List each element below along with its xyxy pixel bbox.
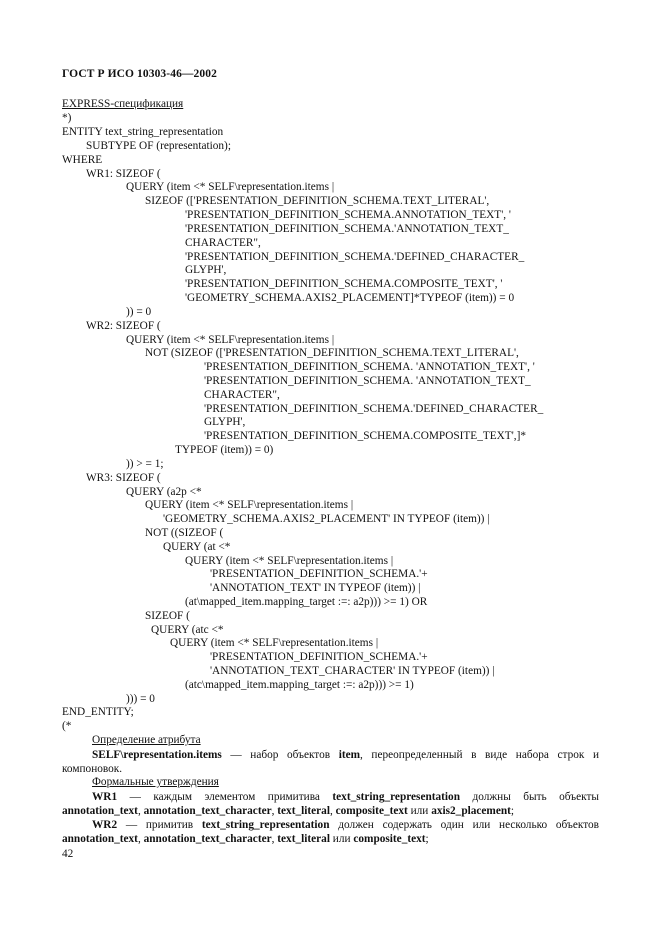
wr1-text: должны быть объекты	[459, 791, 599, 803]
attribute-definition-paragraph	[62, 748, 599, 776]
wr1-term: annotation_text	[62, 805, 138, 817]
code-line: ENTITY text_string_representation	[62, 126, 224, 138]
document-header: ГОСТ Р ИСО 10303-46—2002	[62, 68, 217, 80]
code-line: (at\mapped_item.mapping_target :=: a2p))) >= 1) OR	[185, 596, 428, 608]
code-line: NOT ((SIZEOF (	[145, 527, 224, 539]
wr1-term: text_string_representation	[332, 791, 460, 803]
code-line: QUERY (item <* SELF\representation.items |	[126, 181, 335, 193]
code-line: 'PRESENTATION_DEFINITION_SCHEMA. 'ANNOTATION_TEXT', '	[204, 361, 535, 373]
code-line: (*	[62, 720, 72, 732]
code-line: GLYPH',	[204, 416, 246, 428]
code-line: 'ANNOTATION_TEXT_CHARACTER' IN TYPEOF (item)) |	[210, 665, 495, 677]
wr2-text: или	[329, 833, 354, 845]
wr2-term: composite_text	[353, 833, 426, 845]
wr1-text: ,	[271, 805, 278, 817]
formal-rules-heading: Формальные утверждения	[92, 776, 219, 788]
attribute-text-rest: , переопределенный в виде набора строк и компоновок.	[62, 749, 600, 775]
wr1-term: text_literal	[277, 805, 330, 817]
code-line: SUBTYPE OF (representation);	[86, 140, 231, 152]
code-line: TYPEOF (item)) = 0)	[175, 444, 274, 456]
attribute-definition-heading: Определение атрибута	[92, 734, 201, 746]
code-line: 'PRESENTATION_DEFINITION_SCHEMA.'DEFINED_CHARACTER_	[185, 251, 525, 263]
wr2-term: text_literal	[277, 833, 330, 845]
code-line: GLYPH',	[185, 264, 227, 276]
code-line: END_ENTITY;	[62, 706, 134, 718]
code-line: QUERY (atc <*	[151, 624, 224, 636]
code-line: 'PRESENTATION_DEFINITION_SCHEMA.'+	[210, 651, 428, 663]
wr1-text: или	[407, 805, 432, 817]
code-line: QUERY (item <* SELF\representation.items |	[170, 637, 379, 649]
code-line: SIZEOF (	[145, 610, 190, 622]
wr1-term: composite_text	[335, 805, 408, 817]
code-line: )) = 0	[126, 306, 152, 318]
wr2-text: ,	[271, 833, 278, 845]
wr1-term: annotation_text_character	[143, 805, 272, 817]
code-line: 'ANNOTATION_TEXT' IN TYPEOF (item)) |	[210, 582, 421, 594]
wr2-term: annotation_text	[62, 833, 138, 845]
code-line: 'PRESENTATION_DEFINITION_SCHEMA.'ANNOTATION_TEXT_	[185, 223, 509, 235]
wr2-text: ;	[425, 833, 429, 845]
code-line: QUERY (item <* SELF\representation.items |	[145, 499, 354, 511]
code-line: WR2: SIZEOF (	[86, 320, 161, 332]
attribute-term: SELF\representation.items	[92, 749, 222, 761]
page-number: 42	[62, 848, 74, 860]
wr2-text: ,	[137, 833, 144, 845]
wr2-term: annotation_text_character	[143, 833, 272, 845]
code-line: 'GEOMETRY_SCHEMA.AXIS2_PLACEMENT]*TYPEOF (item)) = 0	[185, 292, 515, 304]
code-line: 'PRESENTATION_DEFINITION_SCHEMA. 'ANNOTATION_TEXT_	[204, 375, 531, 387]
code-line: )) > = 1;	[126, 458, 164, 470]
wr1-term: axis2_placement	[431, 805, 511, 817]
wr2-text: должен содержать один или несколько объектов	[329, 819, 599, 831]
code-line: WR3: SIZEOF (	[86, 472, 161, 484]
code-line: NOT (SIZEOF (['PRESENTATION_DEFINITION_SCHEMA.TEXT_LITERAL',	[145, 347, 519, 359]
code-line: ))) = 0	[126, 693, 155, 705]
code-line: SIZEOF (['PRESENTATION_DEFINITION_SCHEMA.TEXT_LITERAL',	[145, 195, 490, 207]
wr2-label: WR2	[92, 819, 118, 831]
code-line: 'PRESENTATION_DEFINITION_SCHEMA.COMPOSITE_TEXT', '	[185, 278, 503, 290]
code-line: 'PRESENTATION_DEFINITION_SCHEMA.ANNOTATION_TEXT', '	[185, 209, 511, 221]
attribute-item: item	[338, 749, 361, 761]
code-line: 'GEOMETRY_SCHEMA.AXIS2_PLACEMENT' IN TYPEOF (item)) |	[163, 513, 490, 525]
code-line: *)	[62, 112, 72, 124]
code-line: CHARACTER",	[204, 389, 280, 401]
wr2-term: text_string_representation	[201, 819, 330, 831]
attribute-text: — набор объектов	[221, 749, 339, 761]
code-line: 'PRESENTATION_DEFINITION_SCHEMA.COMPOSITE_TEXT',]*	[204, 430, 526, 442]
wr1-text: ,	[137, 805, 144, 817]
wr1-paragraph	[62, 790, 599, 818]
wr1-text: ,	[329, 805, 336, 817]
wr1-text: — каждым элементом примитива	[117, 791, 333, 803]
code-line: QUERY (at <*	[163, 541, 231, 553]
wr2-paragraph	[62, 818, 599, 846]
code-line: 'PRESENTATION_DEFINITION_SCHEMA.'+	[210, 568, 428, 580]
wr1-label: WR1	[92, 791, 118, 803]
wr2-text: — примитив	[117, 819, 202, 831]
code-line: CHARACTER",	[185, 237, 261, 249]
code-line: QUERY (item <* SELF\representation.items |	[185, 555, 394, 567]
code-line: WHERE	[62, 154, 103, 166]
code-line: (atc\mapped_item.mapping_target :=: a2p))) >= 1)	[185, 679, 414, 691]
code-line: QUERY (item <* SELF\representation.items |	[126, 334, 335, 346]
code-line: QUERY (a2p <*	[126, 486, 202, 498]
express-heading: EXPRESS-спецификация	[62, 98, 184, 110]
code-line: 'PRESENTATION_DEFINITION_SCHEMA.'DEFINED_CHARACTER_	[204, 403, 544, 415]
code-line: WR1: SIZEOF (	[86, 168, 161, 180]
wr1-text: ;	[510, 805, 515, 817]
